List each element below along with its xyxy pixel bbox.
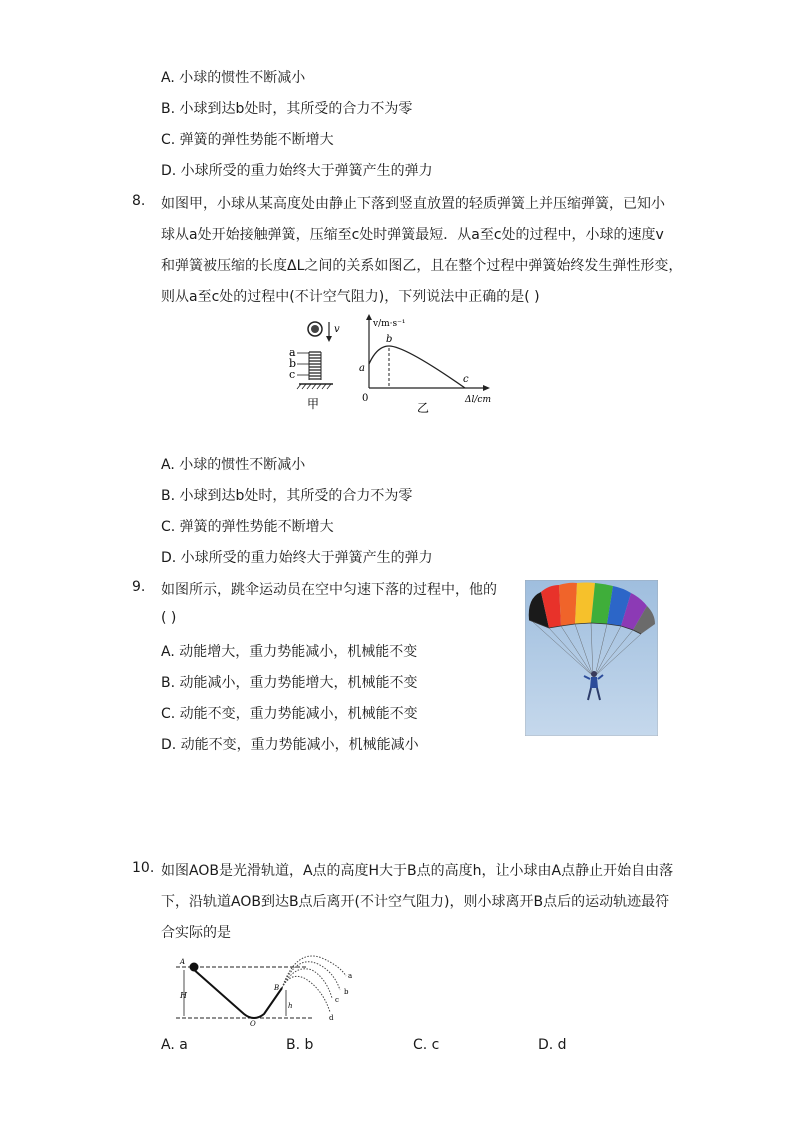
trajectory-c	[282, 969, 332, 998]
q9-option-a: A. 动能增大，重力势能减小，机械能不变	[161, 644, 418, 660]
label-B: B	[274, 984, 280, 992]
label-A: A	[180, 958, 186, 966]
q8-option-a: A. 小球的惯性不断减小	[161, 457, 306, 473]
q7-option-a: A. 小球的惯性不断减小	[161, 70, 306, 86]
spring-icon	[309, 352, 321, 379]
q10-option-a: A. a	[161, 1037, 188, 1053]
q10-stem-line-2: 下，沿轨道AOB到达B点后离开(不计空气阻力)，则小球离开B点后的运动轨迹最符	[161, 894, 670, 910]
q10-stem-line-3: 合实际的是	[161, 925, 231, 941]
x-axis-label: Δl/cm	[465, 395, 491, 405]
q10-figure	[172, 950, 362, 1030]
origin-label: 0	[362, 393, 369, 404]
parachute-photo	[525, 580, 658, 736]
q9-stem-line-2: ( )	[161, 610, 177, 626]
spring-label-b: b	[289, 357, 297, 370]
trajectory-label-d: d	[329, 1014, 334, 1022]
q9-stem-line-1: 如图所示，跳伞运动员在空中匀速下落的过程中，他的	[161, 582, 497, 598]
label-h: h	[288, 1002, 293, 1010]
point-b-label: b	[386, 334, 393, 345]
q9-option-b: B. 动能减小，重力势能增大，机械能不变	[161, 675, 418, 691]
trajectory-b	[282, 962, 340, 990]
q9-option-c: C. 动能不变，重力势能减小，机械能不变	[161, 706, 418, 722]
q9-number: 9.	[132, 579, 146, 595]
q8-stem-line-3: 和弹簧被压缩的长度ΔL之间的关系如图乙，且在整个过程中弹簧始终发生弹性形变，	[161, 258, 683, 274]
q9-option-d: D. 动能不变，重力势能减小，机械能减小	[161, 737, 419, 753]
figure-yi-label: 乙	[417, 401, 430, 415]
q8-option-c: C. 弹簧的弹性势能不断增大	[161, 519, 334, 535]
q8-option-d: D. 小球所受的重力始终大于弹簧产生的弹力	[161, 550, 433, 566]
q8-stem-line-4: 则从a至c处的过程中(不计空气阻力)，下列说法中正确的是( )	[161, 289, 540, 305]
q7-option-c: C. 弹簧的弹性势能不断增大	[161, 132, 334, 148]
trajectory-label-c: c	[335, 996, 339, 1004]
q10-option-d: D. d	[538, 1037, 567, 1053]
q10-option-c: C. c	[413, 1037, 440, 1053]
figure-jia-label: 甲	[307, 397, 320, 411]
trajectory-label-b: b	[344, 988, 349, 996]
q8-stem-line-2: 球从a处开始接触弹簧，压缩至c处时弹簧最短．从a至c处的过程中，小球的速度v	[161, 227, 664, 243]
q8-figure	[285, 312, 510, 422]
point-c-label: c	[463, 374, 469, 385]
q10-number: 10.	[132, 860, 155, 876]
q8-option-b: B. 小球到达b处时，其所受的合力不为零	[161, 488, 413, 504]
q10-stem-line-1: 如图AOB是光滑轨道，A点的高度H大于B点的高度h，让小球由A点静止开始自由落	[161, 863, 674, 879]
q7-option-b: B. 小球到达b处时，其所受的合力不为零	[161, 101, 413, 117]
q8-number: 8.	[132, 193, 146, 209]
velocity-curve	[369, 346, 465, 388]
label-O: O	[250, 1020, 256, 1028]
y-axis-label: v/m·s⁻¹	[373, 319, 406, 329]
trajectory-a	[282, 956, 346, 988]
q8-stem-line-1: 如图甲，小球从某高度处由静止下落到竖直放置的轻质弹簧上并压缩弹簧，已知小	[161, 196, 665, 212]
velocity-label: v	[334, 324, 340, 335]
q10-option-b: B. b	[286, 1037, 314, 1053]
q7-option-d: D. 小球所受的重力始终大于弹簧产生的弹力	[161, 163, 433, 179]
spring-label-c: c	[289, 368, 296, 381]
point-a-label: a	[359, 363, 365, 374]
spring-label-a: a	[289, 346, 296, 359]
trajectory-label-a: a	[348, 972, 353, 980]
label-H: H	[180, 991, 187, 1000]
track-AOB	[192, 968, 282, 1018]
